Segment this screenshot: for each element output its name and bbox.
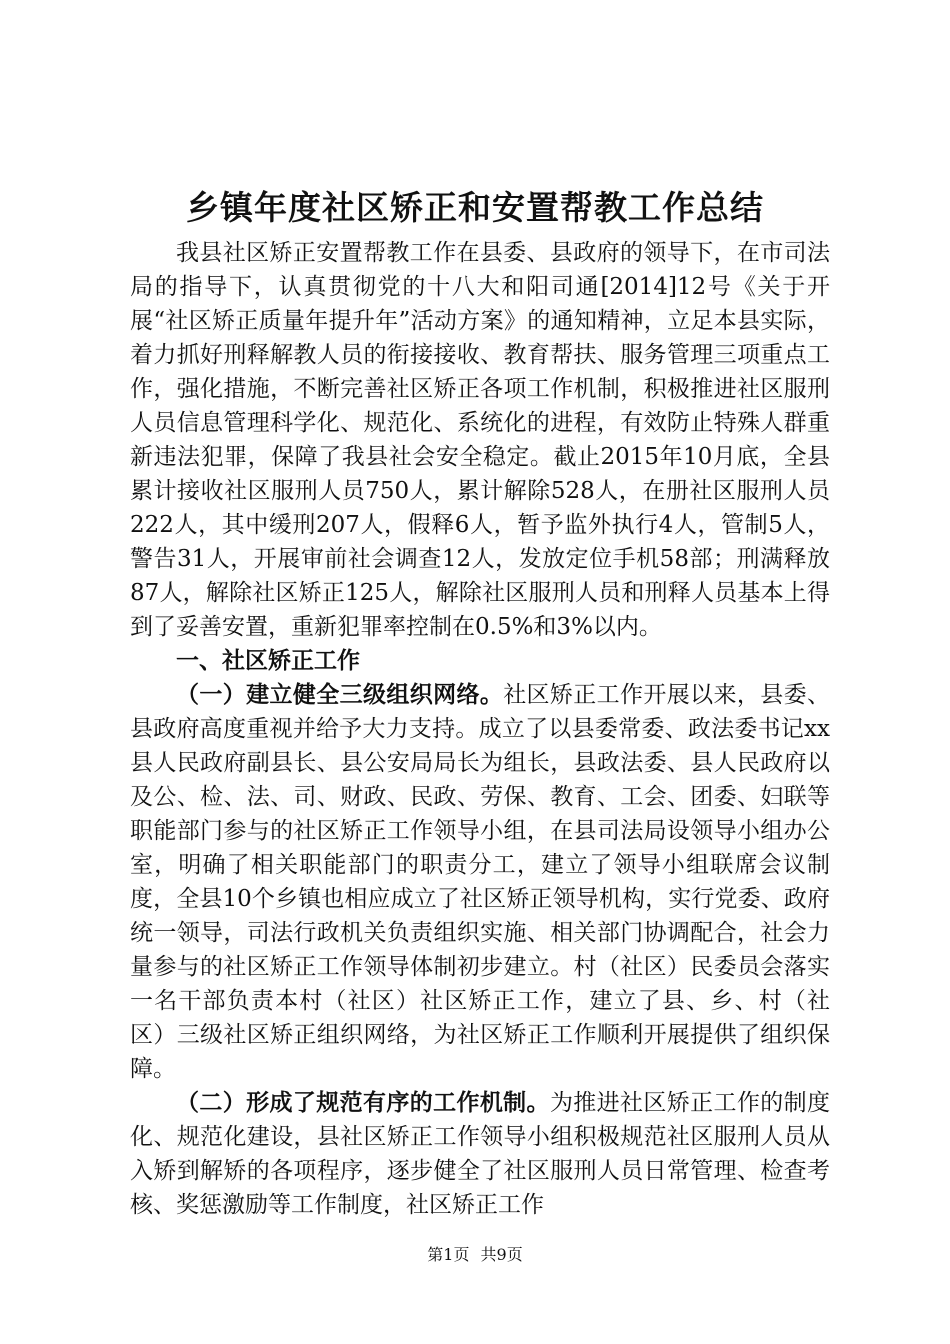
document-title: 乡镇年度社区矫正和安置帮教工作总结 xyxy=(186,188,764,227)
section-heading-community-correction: 一、社区矫正工作 xyxy=(176,647,360,674)
subsection-2-text: 为推进社区矫正工作的制度化、规范化建设，县社区矫正工作领导小组积极规范社区服刑人员从入矫到解矫的各项程序，逐步健全了社区服刑人员日常管理、检查考核、奖惩激励等工作制度，社区矫正工作 xyxy=(130,1090,831,1218)
document-body xyxy=(130,236,830,1222)
subsection-1-paragraph xyxy=(130,678,830,1086)
subsection-1-lead: （一）建立健全三级组织网络。 xyxy=(176,681,504,708)
page-number: 第1页 xyxy=(427,1245,470,1264)
subsection-1-text: 社区矫正工作开展以来，县委、县政府高度重视并给予大力支持。成立了以县委常委、政法委书记xx县人民政府副县长、县公安局局长为组长，县政法委、县人民政府以及公、检、法、司、财政、民政、劳保、教育、工会、团委、妇联等职能部门参与的社区矫正工作领导小组，在县司法局设领导小组办公室，明确了相关职能部门的职责分工，建立了领导小组联席会议制度，全县10个乡镇也相应成立了社区矫正领导机构，实行党委、政府统一领导，司法行政机关负责组织实施、相关部门协调配合，社会力量参与的社区矫正工作领导体制初步建立。村（社区）民委员会落实一名干部负责本村（社区）社区矫正工作，建立了县、乡、村（社区）三级社区矫正组织网络，为社区矫正工作顺利开展提供了组织保障。 xyxy=(130,682,831,1082)
subsection-2-paragraph xyxy=(130,1086,830,1222)
intro-paragraph: 我县社区矫正安置帮教工作在县委、县政府的领导下，在市司法局的指导下，认真贯彻党的十八大和阳司通[2014]12号《关于开展“社区矫正质量年提升年”活动方案》的通知精神，立足本县实际，着力抓好刑释解教人员的衔接接收、教育帮扶、服务管理三项重点工作，强化措施，不断完善社区矫正各项工作机制，积极推进社区服刑人员信息管理科学化、规范化、系统化的进程，有效防止特殊人群重新违法犯罪，保障了我县社会安全稳定。截止2015年10月底，全县累计接收社区服刑人员750人，累计解除528人，在册社区服刑人员222人，其中缓刑207人，假释6人，暂予监外执行4人，管制5人，警告31人，开展审前社会调查12人，发放定位手机58部；刑满释放87人，解除社区矫正125人，解除社区服刑人员和刑释人员基本上得到了妥善安置，重新犯罪率控制在0.5%和3%以内。 xyxy=(130,240,830,640)
page-total: 共9页 xyxy=(480,1245,523,1264)
subsection-2-lead: （二）形成了规范有序的工作机制。 xyxy=(176,1089,550,1116)
page-footer xyxy=(0,1244,950,1266)
